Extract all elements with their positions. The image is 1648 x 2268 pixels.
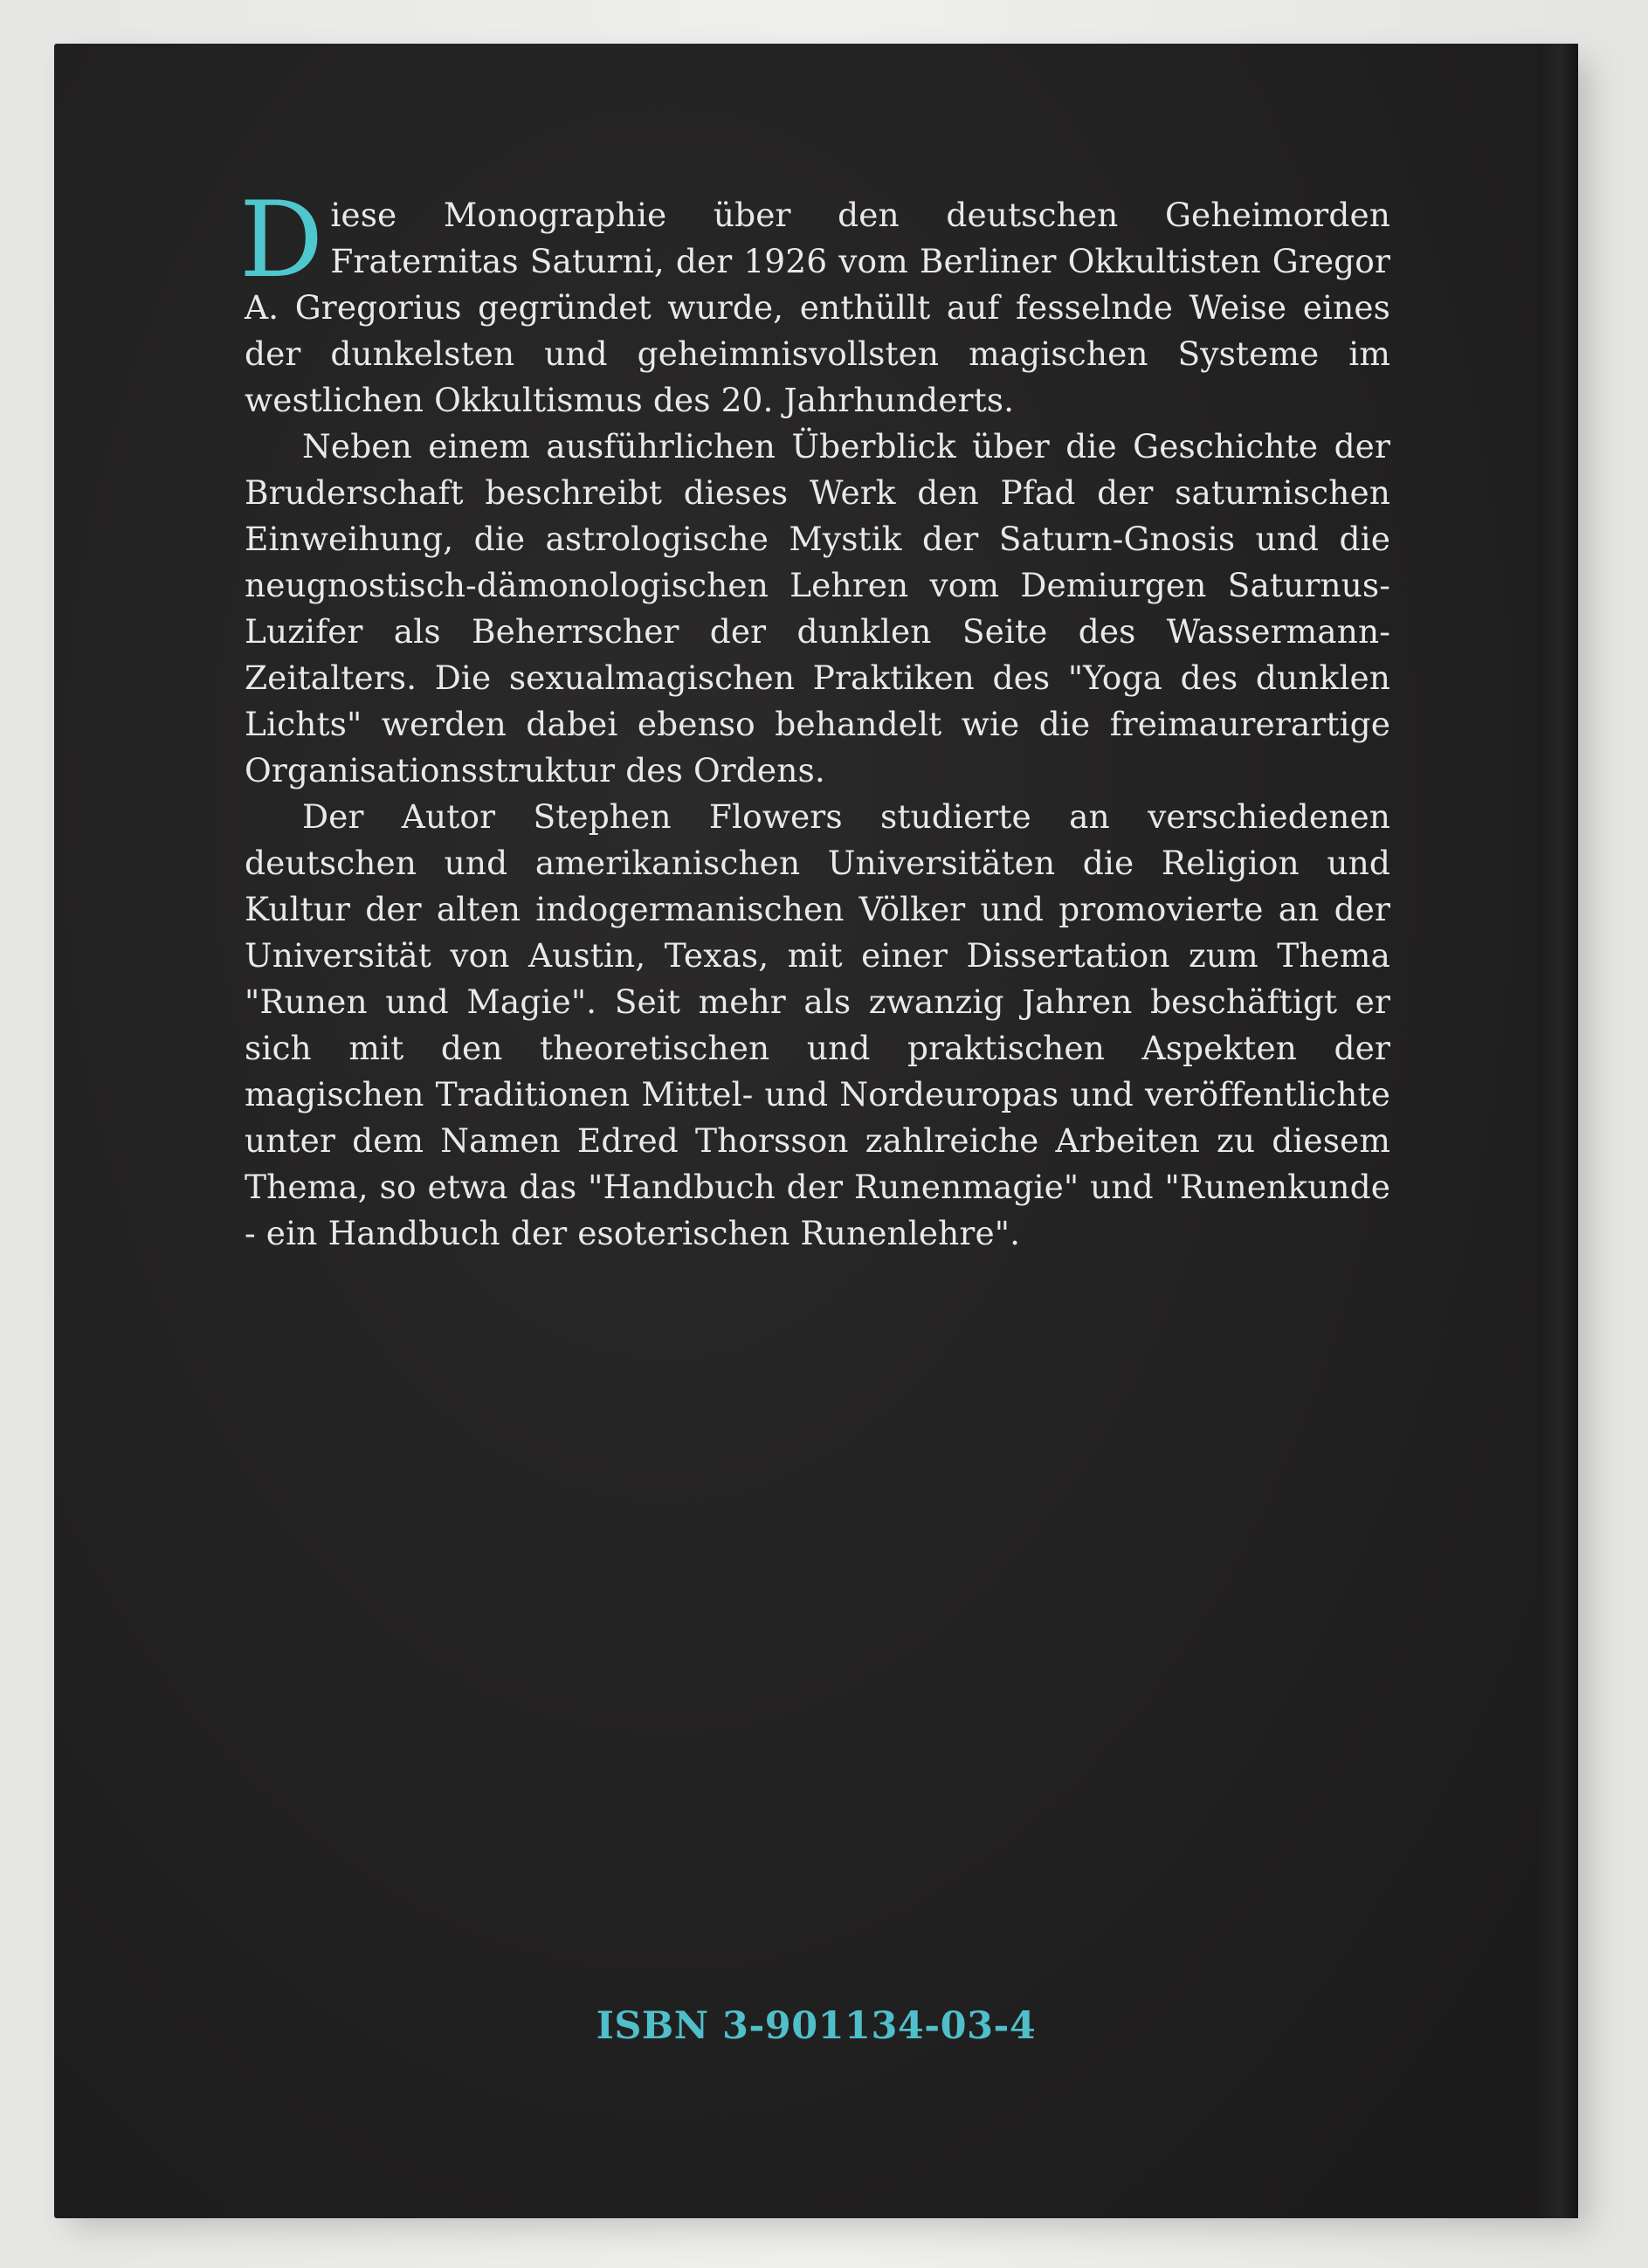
drop-cap: D	[239, 180, 324, 301]
blurb-paragraph-1-text: iese Monographie über den deutschen Geheimorden Fraternitas Saturni, der 1926 vom Berliner Okkultisten Gregor A. Gregorius gegründet wurde, enthüllt auf fesselnde Weise eines der dunkelsten und geheimnisvollsten magischen Systeme im westlichen Okkultismus des 20. Jahrhunderts.	[245, 196, 1390, 419]
blurb-text	[239, 180, 1390, 1257]
blurb-paragraph-3: Der Autor Stephen Flowers studierte an verschiedenen deutschen und amerikanischen Universitäten die Religion und Kultur der alten indogermanischen Völker und promovierte an der Universität von Austin, Texas, mit einer Dissertation zum Thema "Runen und Magie". Seit mehr als zwanzig Jahren beschäftigt er sich mit den theoretischen und praktischen Aspekten der magischen Traditionen Mittel- und Nordeuropas und veröffentlichte unter dem Namen Edred Thorsson zahlreiche Arbeiten zu diesem Thema, so etwa das "Handbuch der Runenmagie" und "Runenkunde - ein Handbuch der esoterischen Runenlehre".	[245, 797, 1390, 1252]
blurb-paragraph-2: Neben einem ausführlichen Überblick über die Geschichte der Bruderschaft beschreibt dieses Werk den Pfad der saturnischen Einweihung, die astrologische Mystik der Saturn-Gnosis und die neugnostisch-dämonologischen Lehren vom Demiurgen Saturnus-Luzifer als Beherrscher der dunklen Seite des Wassermann-Zeitalters. Die sexualmagischen Praktiken des "Yoga des dunklen Lichts" werden dabei ebenso behandelt wie die freimaurerartige Organisationsstruktur des Ordens.	[245, 427, 1390, 789]
book-back-cover	[54, 44, 1578, 2218]
isbn-label: ISBN 3-901134-03-4	[596, 2004, 1037, 2048]
book-spine-edge	[1538, 44, 1578, 2218]
blurb-paragraph-1	[239, 180, 1390, 424]
